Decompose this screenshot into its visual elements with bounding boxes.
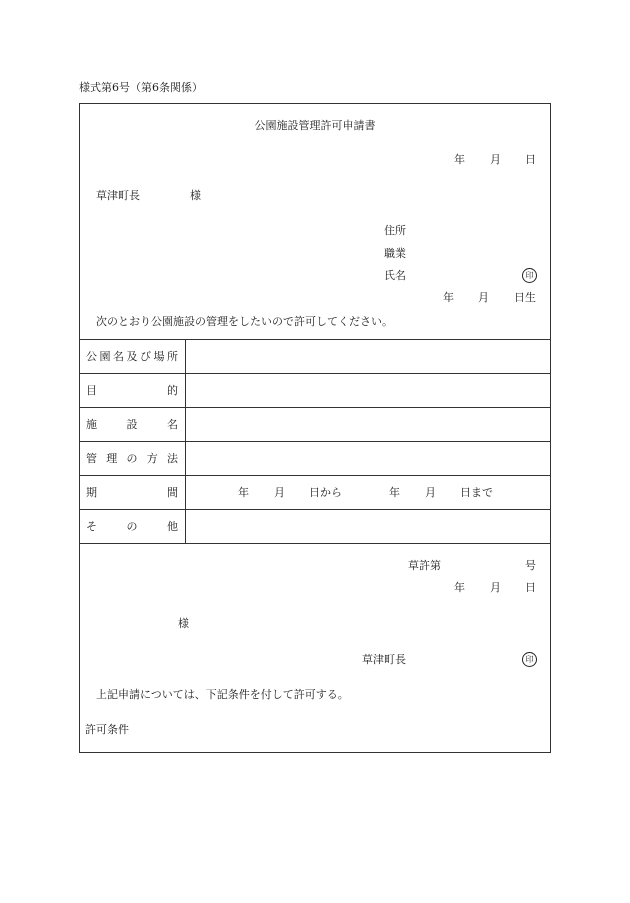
applicant-occupation-label: 職業 <box>384 247 406 260</box>
period-to-year: 年 <box>389 486 400 499</box>
table-row-divider <box>80 441 550 442</box>
period-to-month: 月 <box>425 486 436 499</box>
table-row-divider <box>80 475 550 476</box>
permit-date-year: 年 <box>454 581 465 594</box>
label-char: そ <box>86 520 97 533</box>
label-char: 公 <box>86 350 97 363</box>
label-char: 他 <box>167 520 178 533</box>
permit-number-prefix: 草許第 <box>408 559 441 572</box>
permit-addressee-honorific: 様 <box>178 617 189 630</box>
label-char: 方 <box>146 452 158 465</box>
label-char: 的 <box>167 384 178 397</box>
applicant-address-label: 住所 <box>384 224 406 237</box>
birth-day: 日生 <box>514 291 536 304</box>
table-top-border <box>80 339 550 340</box>
label-char: 期 <box>86 486 97 499</box>
addressee-name: 草津町長 <box>96 189 140 202</box>
row-label-park-name-location <box>86 351 178 362</box>
label-char: 理 <box>106 452 118 465</box>
label-char: 法 <box>167 452 178 465</box>
label-char: の <box>126 452 138 465</box>
table-column-divider <box>185 339 186 543</box>
permit-conditions-label: 許可条件 <box>85 723 129 736</box>
issuer-seal-mark: 印 <box>522 652 537 667</box>
form-title: 公園施設管理許可申請書 <box>254 119 376 132</box>
application-date-year: 年 <box>454 153 465 166</box>
label-char: の <box>126 520 138 533</box>
label-char: 目 <box>86 384 97 397</box>
application-date-day: 日 <box>525 153 536 166</box>
permit-date-day: 日 <box>525 581 536 594</box>
label-char: 園 <box>99 350 111 363</box>
permit-statement: 上記申請については、下記条件を付して許可する。 <box>96 688 349 701</box>
label-char: 設 <box>126 418 138 431</box>
label-char: 所 <box>167 350 178 363</box>
application-statement: 次のとおり公園施設の管理をしたいので許可してください。 <box>96 315 393 328</box>
label-char: 名 <box>167 418 178 431</box>
birth-year: 年 <box>443 291 454 304</box>
row-label-management-method <box>86 453 178 464</box>
applicant-name-label: 氏名 <box>384 269 406 282</box>
applicant-seal-mark: 印 <box>522 268 537 283</box>
table-bottom-border <box>80 543 550 544</box>
label-char: 施 <box>86 418 97 431</box>
table-row-divider <box>80 373 550 374</box>
row-label-facility-name <box>86 419 178 430</box>
addressee-honorific: 様 <box>190 189 201 202</box>
row-label-purpose <box>86 385 178 396</box>
row-label-other <box>86 521 178 532</box>
label-char: 場 <box>153 350 165 363</box>
application-form <box>79 103 551 753</box>
row-label-period <box>86 487 178 498</box>
permit-date-month: 月 <box>490 581 501 594</box>
period-from-day: 日から <box>309 486 342 499</box>
label-char: 名 <box>113 350 124 363</box>
label-char: 間 <box>167 486 178 499</box>
period-from-month: 月 <box>274 486 285 499</box>
label-char: び <box>140 350 151 363</box>
form-number-caption: 様式第6号（第6条関係） <box>79 81 203 94</box>
permit-number-suffix: 号 <box>525 559 536 572</box>
period-from-year: 年 <box>238 486 249 499</box>
application-date-month: 月 <box>490 153 501 166</box>
permit-issuer: 草津町長 <box>362 653 406 666</box>
birth-month: 月 <box>478 291 489 304</box>
period-to-day: 日まで <box>460 486 493 499</box>
table-row-divider <box>80 407 550 408</box>
table-row-divider <box>80 509 550 510</box>
label-char: 及 <box>126 350 138 363</box>
label-char: 管 <box>86 452 97 465</box>
